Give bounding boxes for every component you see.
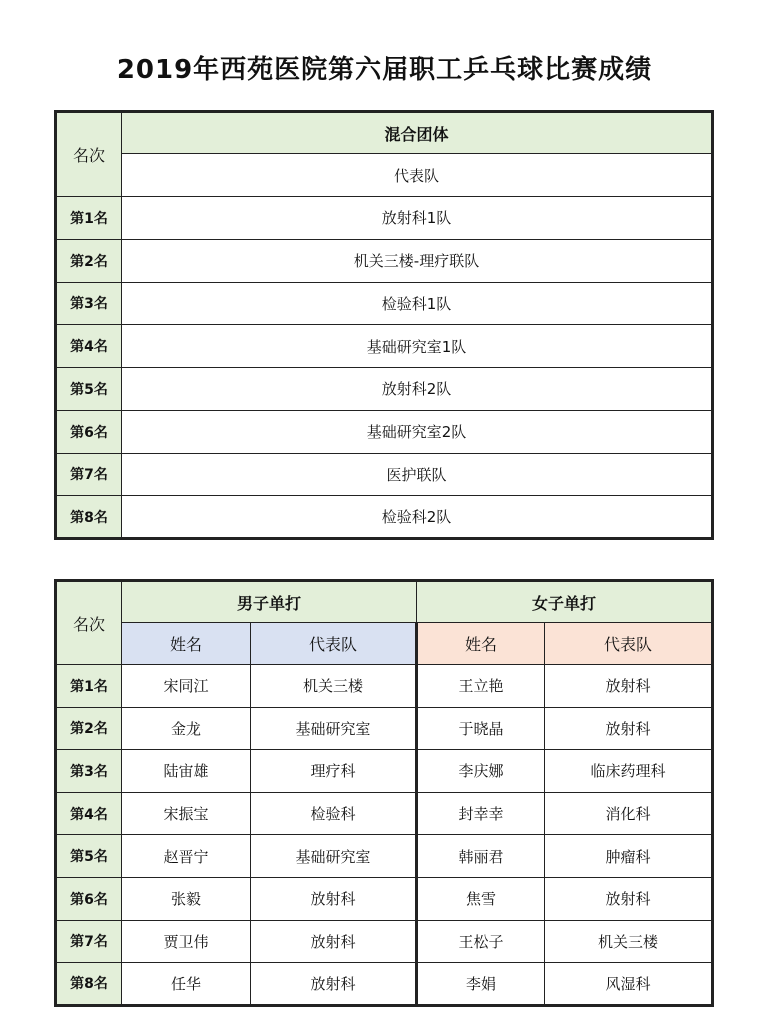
table-row xyxy=(56,750,713,793)
rank-cell: 第1名 xyxy=(56,665,122,708)
rank-cell: 第4名 xyxy=(56,792,122,835)
men-team-cell: 放射科 xyxy=(251,963,417,1006)
table-row xyxy=(56,410,713,453)
mixed-team-title: 混合团体 xyxy=(122,112,713,154)
women-team-cell: 临床药理科 xyxy=(545,750,713,793)
table-row xyxy=(56,792,713,835)
table-row xyxy=(56,665,713,708)
rank-cell: 第5名 xyxy=(56,368,122,411)
men-team-cell: 机关三楼 xyxy=(251,665,417,708)
men-team-cell: 放射科 xyxy=(251,920,417,963)
women-team-cell: 机关三楼 xyxy=(545,920,713,963)
women-singles-title: 女子单打 xyxy=(417,581,713,623)
women-name-cell: 于晓晶 xyxy=(417,707,545,750)
mixed-team-table xyxy=(54,110,714,540)
women-team-cell: 放射科 xyxy=(545,665,713,708)
men-team-cell: 基础研究室 xyxy=(251,835,417,878)
men-team-cell: 检验科 xyxy=(251,792,417,835)
table-row xyxy=(56,920,713,963)
rank-cell: 第6名 xyxy=(56,410,122,453)
singles-table xyxy=(54,579,714,1007)
rank-cell: 第2名 xyxy=(56,239,122,282)
men-name-cell: 张毅 xyxy=(122,877,251,920)
rank-header: 名次 xyxy=(56,112,122,197)
team-cell: 检验科1队 xyxy=(122,282,713,325)
rank-cell: 第3名 xyxy=(56,750,122,793)
rank-cell: 第2名 xyxy=(56,707,122,750)
table-row xyxy=(56,325,713,368)
men-name-cell: 陆宙雄 xyxy=(122,750,251,793)
rank-cell: 第1名 xyxy=(56,197,122,240)
women-name-cell: 王松子 xyxy=(417,920,545,963)
rank-cell: 第8名 xyxy=(56,963,122,1006)
table-row xyxy=(56,496,713,539)
women-name-cell: 王立艳 xyxy=(417,665,545,708)
men-team-cell: 基础研究室 xyxy=(251,707,417,750)
women-name-cell: 李娟 xyxy=(417,963,545,1006)
men-name-cell: 宋振宝 xyxy=(122,792,251,835)
table-row xyxy=(56,963,713,1006)
rank-cell: 第6名 xyxy=(56,877,122,920)
rank-cell: 第8名 xyxy=(56,496,122,539)
women-name-header: 姓名 xyxy=(417,623,545,665)
men-team-cell: 理疗科 xyxy=(251,750,417,793)
women-name-cell: 封幸幸 xyxy=(417,792,545,835)
team-cell: 医护联队 xyxy=(122,453,713,496)
page-title: 2019年西苑医院第六届职工乒乓球比赛成绩 xyxy=(116,55,653,85)
team-column-header: 代表队 xyxy=(122,154,713,197)
rank-cell: 第7名 xyxy=(56,453,122,496)
rank-cell: 第5名 xyxy=(56,835,122,878)
table-row xyxy=(56,835,713,878)
women-name-cell: 焦雪 xyxy=(417,877,545,920)
men-name-cell: 贾卫伟 xyxy=(122,920,251,963)
women-name-cell: 李庆娜 xyxy=(417,750,545,793)
team-cell: 基础研究室2队 xyxy=(122,410,713,453)
women-team-cell: 消化科 xyxy=(545,792,713,835)
rank-cell: 第7名 xyxy=(56,920,122,963)
men-name-cell: 赵晋宁 xyxy=(122,835,251,878)
women-team-header: 代表队 xyxy=(545,623,713,665)
table-row xyxy=(56,877,713,920)
team-cell: 机关三楼-理疗联队 xyxy=(122,239,713,282)
men-name-cell: 宋同江 xyxy=(122,665,251,708)
rank-cell: 第3名 xyxy=(56,282,122,325)
rank-cell: 第4名 xyxy=(56,325,122,368)
table-row xyxy=(56,197,713,240)
women-name-cell: 韩丽君 xyxy=(417,835,545,878)
women-team-cell: 放射科 xyxy=(545,707,713,750)
men-team-header: 代表队 xyxy=(251,623,417,665)
team-cell: 检验科2队 xyxy=(122,496,713,539)
team-cell: 基础研究室1队 xyxy=(122,325,713,368)
women-team-cell: 肿瘤科 xyxy=(545,835,713,878)
rank-header: 名次 xyxy=(56,581,122,665)
men-name-cell: 任华 xyxy=(122,963,251,1006)
table-row xyxy=(56,707,713,750)
table-row xyxy=(56,282,713,325)
team-cell: 放射科2队 xyxy=(122,368,713,411)
table-row xyxy=(56,368,713,411)
team-cell: 放射科1队 xyxy=(122,197,713,240)
men-singles-title: 男子单打 xyxy=(122,581,417,623)
women-team-cell: 风湿科 xyxy=(545,963,713,1006)
table-row xyxy=(56,239,713,282)
men-name-header: 姓名 xyxy=(122,623,251,665)
women-team-cell: 放射科 xyxy=(545,877,713,920)
men-name-cell: 金龙 xyxy=(122,707,251,750)
men-team-cell: 放射科 xyxy=(251,877,417,920)
table-row xyxy=(56,453,713,496)
